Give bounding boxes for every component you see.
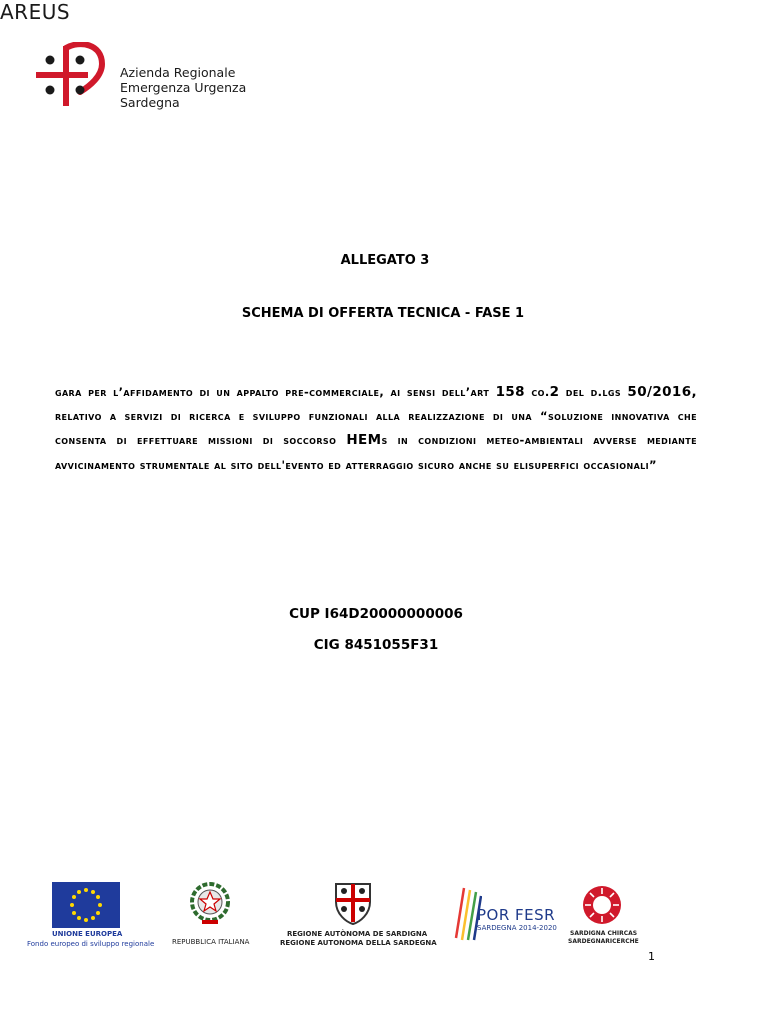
por-fesr-text: POR FESR bbox=[477, 906, 556, 924]
italy-caption: REPUBBLICA ITALIANA bbox=[172, 938, 250, 946]
sardinia-caption-1: REGIONE AUTÒNOMA DE SARDIGNA bbox=[287, 930, 428, 938]
subject-text-5: s in condizioni meteo-ambientali avverse mediante avvicinamento strumentale al sito dell'evento ed atterraggio sicuro anche su elisuperfici occasionali” bbox=[55, 433, 698, 472]
subject-text-3: del d.lgs bbox=[565, 385, 622, 399]
annex-title: ALLEGATO 3 bbox=[340, 253, 430, 268]
sardegna-ricerche-caption-1: SARDIGNA CHIRCAS bbox=[570, 930, 638, 937]
subject-number-3: 50/2016, bbox=[627, 384, 698, 400]
sardinia-coat-of-arms-icon bbox=[330, 880, 376, 926]
areus-logo-icon bbox=[36, 42, 108, 108]
document-title: SCHEMA DI OFFERTA TECNICA - FASE 1 bbox=[241, 306, 525, 321]
org-acronym: AREUS bbox=[0, 0, 71, 24]
eu-caption-2: Fondo europeo di sviluppo regionale bbox=[27, 940, 155, 948]
subject-number-1: 158 bbox=[495, 384, 525, 400]
italian-emblem-icon bbox=[188, 880, 232, 928]
subject-number-2: 2 bbox=[549, 384, 560, 400]
subject-acronym: HEM bbox=[346, 432, 382, 449]
org-name-line-2: Emergenza Urgenza bbox=[120, 80, 247, 95]
cig-code: CIG 8451055F31 bbox=[313, 637, 439, 653]
org-name-line-1: Azienda Regionale bbox=[120, 65, 236, 80]
subject-text-1: gara per l’affidamento di un appalto pre-commerciale, ai sensi dell’art bbox=[55, 385, 490, 399]
page-number: 1 bbox=[648, 950, 655, 963]
eu-caption-1: UNIONE EUROPEA bbox=[52, 930, 123, 938]
sardegna-ricerche-logo-icon bbox=[581, 884, 623, 926]
eu-flag-icon bbox=[52, 882, 120, 928]
cup-code: CUP I64D20000000006 bbox=[289, 606, 463, 622]
sardinia-caption-2: REGIONE AUTONOMA DELLA SARDEGNA bbox=[280, 939, 437, 947]
tender-subject bbox=[55, 380, 697, 477]
subject-text-2: co. bbox=[531, 385, 550, 399]
subject-text-4: relativo a servizi di ricerca e sviluppo funzionali alla realizzazione di una “soluzione innovativa che consenta di effettuare missioni di soccorso bbox=[55, 409, 697, 448]
org-name-line-3: Sardegna bbox=[120, 95, 180, 110]
por-fesr-subtext: SARDEGNA 2014-2020 bbox=[477, 924, 557, 932]
sardegna-ricerche-caption-2: SARDEGNARICERCHE bbox=[568, 938, 639, 945]
